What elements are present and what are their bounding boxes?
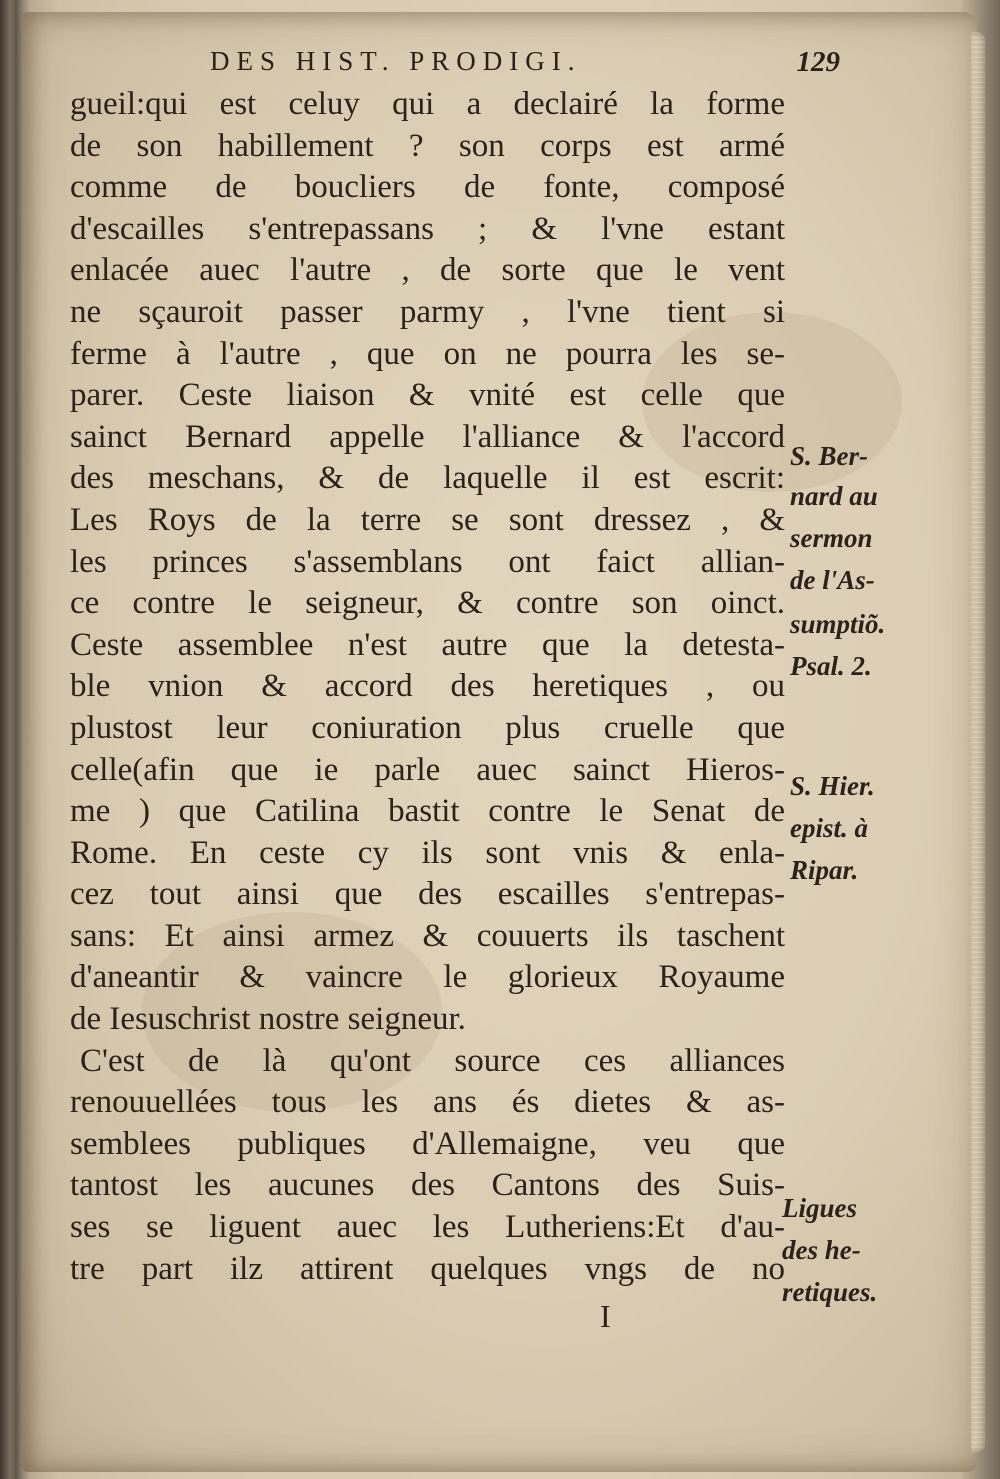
text-line: Les Roys de la terre se sont dressez , &	[70, 501, 785, 538]
text-line: sainct Bernard appelle l'alliance & l'accord	[70, 418, 785, 455]
text-line: tre part ilz attirent quelques vngs de no	[70, 1250, 785, 1287]
marginal-note: Ligues	[782, 1193, 858, 1223]
marginal-note: S. Hier.	[790, 771, 875, 801]
text-line: celle(afin que ie parle auec sainct Hieros-	[70, 751, 785, 788]
text-line: tantost les aucunes des Cantons des Suis-	[70, 1167, 785, 1204]
text-line: les princes s'assemblans ont faict allian-	[70, 543, 785, 580]
marginal-note: retiques.	[782, 1277, 878, 1307]
page-edge	[971, 32, 985, 1452]
marginal-note: S. Ber-	[790, 441, 869, 471]
text-line: ses se liguent auec les Lutheriens:Et d'au-	[70, 1209, 785, 1246]
text-line: ferme à l'autre , que on ne pourra les se-	[70, 335, 785, 372]
text-line: de son habillement ? son corps est armé	[70, 127, 785, 164]
text-line: ce contre le seigneur, & contre son oinct.	[70, 585, 785, 622]
marginal-note: Psal. 2.	[790, 651, 872, 681]
text-line: gueil:qui est celuy qui a declairé la forme	[70, 86, 785, 122]
text-line: parer. Ceste liaison & vnité est celle que	[70, 377, 785, 414]
text-line: renouuellées tous les ans és dietes & as-	[70, 1084, 785, 1121]
marginal-note: sumptiõ.	[790, 609, 886, 639]
text-line: cez tout ainsi que des escailles s'entrepas-	[70, 876, 785, 913]
page-header	[180, 46, 840, 86]
text-line: semblees publiques d'Allemaigne, veu que	[70, 1125, 785, 1162]
running-head: DES HIST. PRODIGI.	[210, 46, 582, 76]
body-text	[70, 84, 785, 1290]
text-line: sans: Et ainsi armez & couuerts ils taschent	[70, 917, 785, 954]
text-line: C'est de là qu'ont source ces alliances	[80, 1042, 785, 1079]
text-line: plustost leur coniuration plus cruelle que	[70, 709, 785, 746]
signature-mark: I	[600, 1298, 611, 1334]
marginal-note: de l'As-	[790, 565, 875, 595]
marginal-note: epist. à	[790, 813, 868, 843]
text-line: d'escailles s'entrepassans ; & l'vne estant	[70, 210, 785, 247]
marginal-note: des he-	[782, 1235, 861, 1265]
text-line: ble vnion & accord des heretiques , ou	[70, 668, 785, 705]
text-line: de Iesuschrist nostre seigneur.	[70, 1001, 466, 1038]
marginal-note: nard au	[790, 481, 878, 511]
marginal-note: sermon	[790, 523, 873, 553]
text-line: me ) que Catilina bastit contre le Senat de	[70, 793, 785, 830]
marginal-note: Ripar.	[790, 855, 859, 885]
text-line: des meschans, & de laquelle il est escrit:	[70, 460, 785, 497]
text-line: Ceste assemblee n'est autre que la detesta-	[70, 626, 785, 663]
text-line: comme de boucliers de fonte, composé	[70, 169, 785, 206]
text-line: Rome. En ceste cy ils sont vnis & enla-	[70, 834, 785, 871]
text-line: enlacée auec l'autre , de sorte que le vent	[70, 252, 785, 289]
text-line: ne sçauroit passer parmy , l'vne tient si	[70, 293, 785, 330]
page-number: 129	[796, 46, 840, 78]
text-line: d'aneantir & vaincre le glorieux Royaume	[70, 959, 785, 996]
